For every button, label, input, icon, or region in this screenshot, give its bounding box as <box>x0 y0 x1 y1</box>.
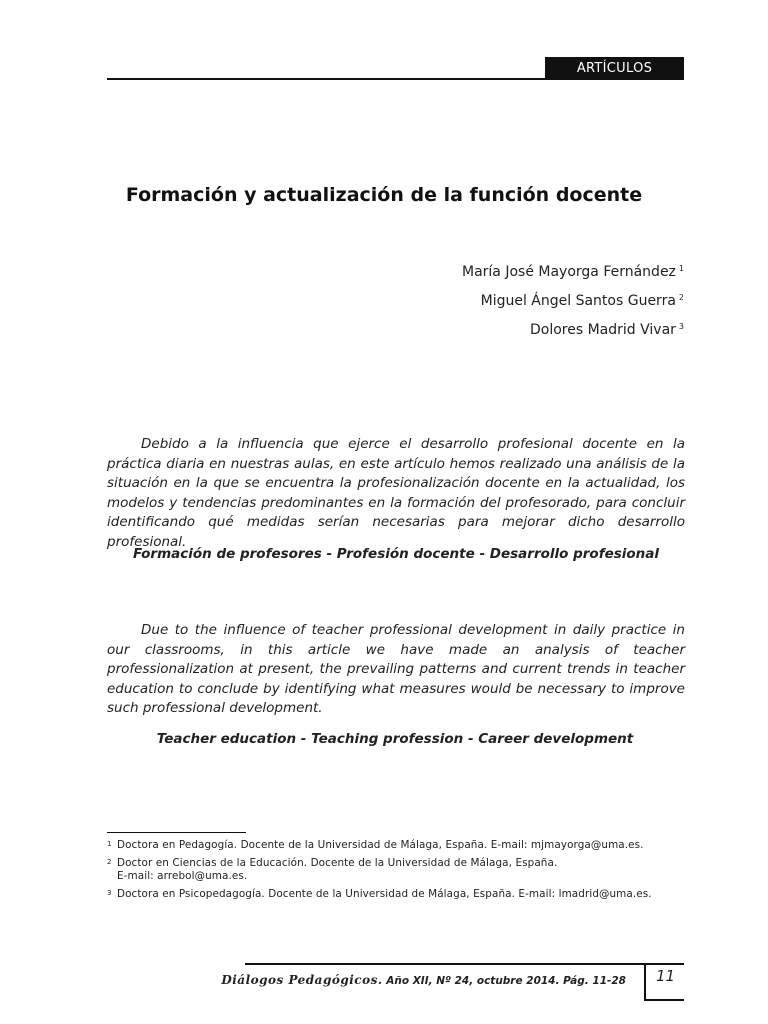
abstract-text: Due to the influence of teacher professional development in daily practice in our classrooms, in this article we have made an analysis of teacher professionalization at present, the prevailing patterns and current trends in teacher education to conclude by identifying what measures would be necessary to improve such professional development. <box>107 622 685 716</box>
footnote-text <box>117 857 685 884</box>
footnote-2 <box>107 857 685 884</box>
footnote-1 <box>107 839 685 853</box>
author-3 <box>462 314 684 343</box>
article-title: Formación y actualización de la función docente <box>125 184 643 206</box>
keywords-spanish: Formación de profesores - Profesión docente - Desarrollo profesional <box>132 546 660 562</box>
footnote-line: Doctor en Ciencias de la Educación. Docente de la Universidad de Málaga, España. <box>117 856 558 869</box>
abstract-text: Debido a la influencia que ejerce el desarrollo profesional docente en la práctica diaria en nuestras aulas, en este artículo hemos realizado una análisis de la situación en la que se encuentra la profesionalización docente en la actualidad, los modelos y tendencias predominantes en la formación del profesorado, para concluir identificando qué medidas serían necesarias para mejorar dicho desarrollo profesional. <box>107 436 685 550</box>
footnotes <box>107 839 685 905</box>
footnote-text: Doctora en Pedagogía. Docente de la Universidad de Málaga, España. E-mail: mjmayorga@uma.es. <box>117 839 644 851</box>
footer-rule <box>245 963 684 965</box>
journal-name: Diálogos Pedagógicos. <box>221 973 383 987</box>
footnote-mark: 3 <box>107 888 112 897</box>
author-footnote-mark: 1 <box>678 264 684 273</box>
journal-issue: Año XII, Nº 24, octubre 2014. Pág. 11-28 <box>386 975 626 987</box>
footer-page-box-rule <box>644 999 684 1001</box>
header-rule <box>107 78 545 80</box>
author-1 <box>462 256 684 285</box>
author-list <box>462 256 684 343</box>
footnote-mark: 1 <box>107 840 112 848</box>
footnote-mark: 2 <box>107 857 112 866</box>
footnote-3 <box>107 888 685 902</box>
abstract-english <box>107 621 685 719</box>
section-label: ARTÍCULOS <box>545 57 684 80</box>
keywords-english: Teacher education - Teaching profession - Career development <box>156 731 634 747</box>
author-name: Dolores Madrid Vivar <box>529 322 676 338</box>
author-2 <box>462 285 684 314</box>
footnote-email: E-mail: arrebol@uma.es. <box>117 870 248 882</box>
journal-citation <box>221 973 626 987</box>
author-footnote-mark: 3 <box>678 322 684 331</box>
footer-divider <box>644 963 646 1001</box>
abstract-spanish <box>107 435 685 552</box>
author-footnote-mark: 2 <box>678 293 684 302</box>
page-number: 11 <box>656 967 676 985</box>
author-name: Miguel Ángel Santos Guerra <box>480 293 676 309</box>
footnote-text: Doctora en Psicopedagogía. Docente de la Universidad de Málaga, España. E-mail: lmadrid@uma.es. <box>117 887 652 900</box>
footnote-rule <box>107 832 246 833</box>
author-name: María José Mayorga Fernández <box>462 264 676 280</box>
